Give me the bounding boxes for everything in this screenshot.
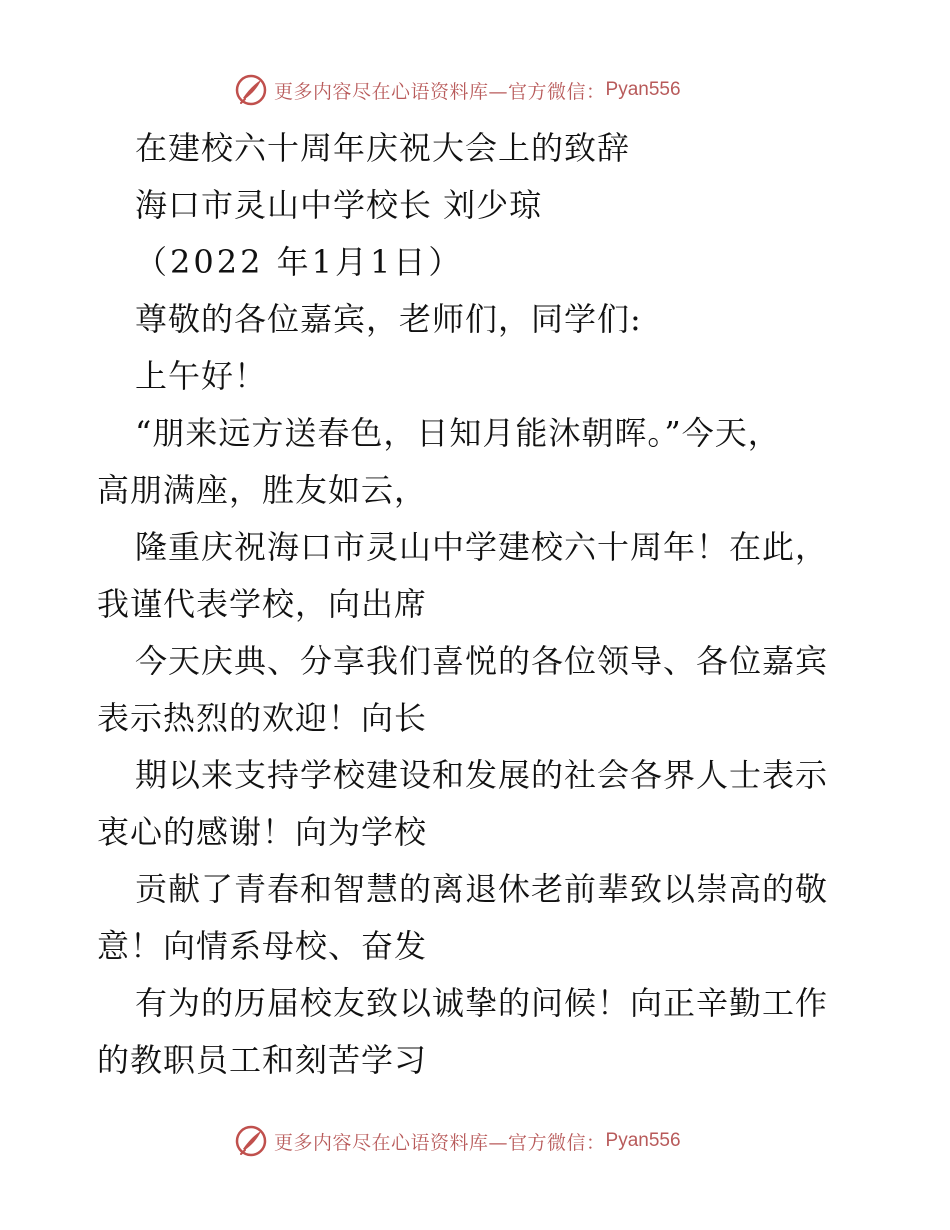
greeting: 上午好！: [135, 357, 268, 395]
speech-line: 高朋满座，胜友如云，: [97, 471, 428, 509]
speech-line: 我谨代表学校，向出席: [97, 585, 428, 623]
watermark-text: 更多内容尽在心语资料库—官方微信：: [274, 1131, 606, 1154]
speech-line: 隆重庆祝海口市灵山中学建校六十周年！在此，: [135, 528, 829, 566]
speech-paragraph: [97, 405, 857, 1089]
speech-line: 期以来支持学校建设和发展的社会各界人士表示: [135, 756, 829, 794]
quill-logo-icon: [234, 73, 268, 107]
salutation: 尊敬的各位嘉宾，老师们，同学们:: [135, 300, 642, 338]
watermark-header: [234, 71, 681, 109]
quill-logo-icon: [234, 1124, 268, 1158]
document-title: 在建校六十周年庆祝大会上的致辞: [135, 129, 631, 167]
speech-line: 表示热烈的欢迎！向长: [97, 699, 428, 737]
document-date: （2022 年1月1日）: [135, 243, 464, 281]
watermark-text: 更多内容尽在心语资料库—官方微信：: [274, 80, 606, 103]
speech-line: 衷心的感谢！向为学校: [97, 813, 428, 851]
watermark-wechat-id: Pyan556: [605, 79, 681, 100]
speech-line: 意！向情系母校、奋发: [97, 927, 428, 965]
speech-line: 贡献了青春和智慧的离退休老前辈致以崇高的敬: [135, 870, 829, 908]
watermark-wechat-id: Pyan556: [605, 1130, 681, 1151]
document-author: 海口市灵山中学校长 刘少琼: [135, 186, 543, 224]
speech-line: 的教职员工和刻苦学习: [97, 1041, 428, 1079]
speech-line: 有为的历届校友致以诚挚的问候！向正辛勤工作: [135, 984, 829, 1022]
document-body: [97, 120, 857, 1089]
watermark-footer: [234, 1122, 681, 1160]
speech-line: “朋来远方送春色，日知月能沐朝晖。”今天，: [135, 414, 781, 452]
speech-line: 今天庆典、分享我们喜悦的各位领导、各位嘉宾: [135, 642, 829, 680]
